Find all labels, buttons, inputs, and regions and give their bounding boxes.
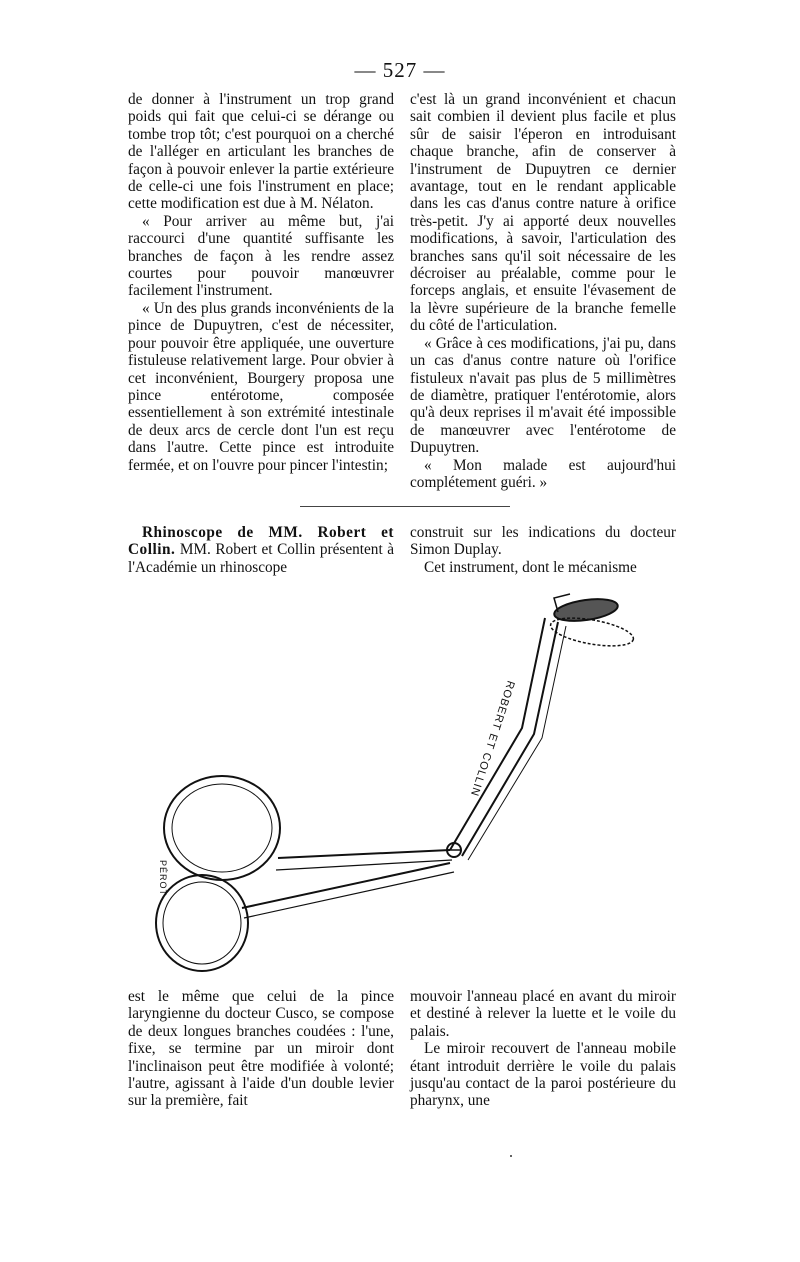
section-text-right — [410, 524, 676, 576]
section-divider — [300, 506, 510, 507]
mirror — [553, 594, 619, 624]
finger-ring-lower — [156, 875, 248, 971]
text-column-bottom-right — [410, 988, 676, 1110]
paragraph: « Grâce à ces modifications, j'ai pu, dans un cas d'anus contre nature où l'orifice fistuleux n'avait pas plus de 5 millimètres de diamètre, pratiquer l'entérotomie, alors qu'à deux reprises il m'avait été impossible de manœuvrer avec l'entérotome de Dupuytren. — [410, 334, 676, 457]
branch-inner — [462, 622, 558, 856]
finger-ring-upper — [164, 776, 280, 880]
paragraph: est le même que celui de la pince laryngienne du docteur Cusco, se compose de deux longues branches coudées : l'une, fixe, se termine par un miroir dont l'inclinaison peut être modifiée à volonté; l'autre, agissant à l'aide d'un double levier sur la première, fait — [128, 988, 394, 1110]
text-column-top-left — [128, 91, 394, 474]
section-intro: MM. Robert et Collin présentent à l'Académie un rhinoscope — [128, 541, 394, 576]
paragraph: de donner à l'instrument un trop grand poids qui fait que celui-ci se dérange ou tombe trop tôt; c'est pourquoi on a cherché de l'alléger en articulant les branches de façon à pouvoir enlever la partie extérieure de celle-ci une fois l'instrument en place; cette modification est due à M. Nélaton. — [128, 91, 394, 213]
text-column-bottom-left — [128, 988, 394, 1110]
page-number: — 527 — — [354, 58, 446, 82]
text-column-top-right — [410, 91, 676, 491]
engraver-signature: PÉROT — [158, 860, 168, 897]
paragraph: Cet instrument, dont le mécanisme — [424, 558, 637, 576]
finger-ring-upper-inner — [172, 784, 272, 872]
paragraph: « Un des plus grands inconvénients de la pince de Dupuytren, c'est de nécessiter, pour pouvoir être appliquée, une ouverture fistuleuse relativement large. Pour obvier à cet inconvénient, Bourgery proposa une pince entérotome, composée essentiellement à son extrémité intestinale de deux arcs de cercle dont l'un est reçu dans l'autre. Cette pince est introduite fermée, et on l'ouvre pour pincer l'intestin; — [128, 299, 394, 474]
ink-speck — [510, 1155, 512, 1157]
engraving-label: ROBERT ET COLLIN — [467, 679, 517, 799]
paragraph: c'est là un grand inconvénient et chacun sait combien il devient plus facile et plus sûr de saisir l'éperon en introduisant chaque branche, afin de conserver à l'instrument de Dupuytren ce dernier avantage, tout en le rendant applicable dans les cas d'anus contre nature à orifice très-petit. J'y ai apporté deux nouvelles modifications, à savoir, l'articulation des branches sans qu'il soit nécessaire de les décroiser au préalable, comme pour le forceps anglais, et ensuite l'évasement de la lèvre supérieure de la branche femelle du côté de l'articulation. — [410, 91, 676, 335]
shaft-upper — [278, 850, 450, 858]
paragraph: « Mon malade est aujourd'hui complétement guéri. » — [410, 456, 676, 491]
shaft-lower — [242, 863, 450, 908]
branch-edge — [468, 626, 566, 860]
paragraph: construit sur les indications du docteur Simon Duplay. — [410, 524, 676, 559]
section-heading: Rhinoscope de MM. Robert et Collin. — [128, 524, 394, 559]
paragraph: « Pour arriver au même but, j'ai raccourci d'une quantité suffisante les branches de façon à les rendre assez courtes pour pouvoir manœuvrer facilement l'instrument. — [128, 212, 394, 300]
paragraph: mouvoir l'anneau placé en avant du miroir et destiné à relever la luette et le voile du palais. — [410, 988, 676, 1040]
rhinoscope-illustration — [150, 588, 650, 988]
paragraph: Le miroir recouvert de l'anneau mobile étant introduit derrière le voile du palais jusqu'au contact de la paroi postérieure du pharynx, une — [410, 1040, 676, 1110]
section-text-left — [128, 524, 394, 576]
finger-ring-lower-inner — [163, 882, 241, 964]
shaft-lower-edge — [244, 872, 454, 918]
